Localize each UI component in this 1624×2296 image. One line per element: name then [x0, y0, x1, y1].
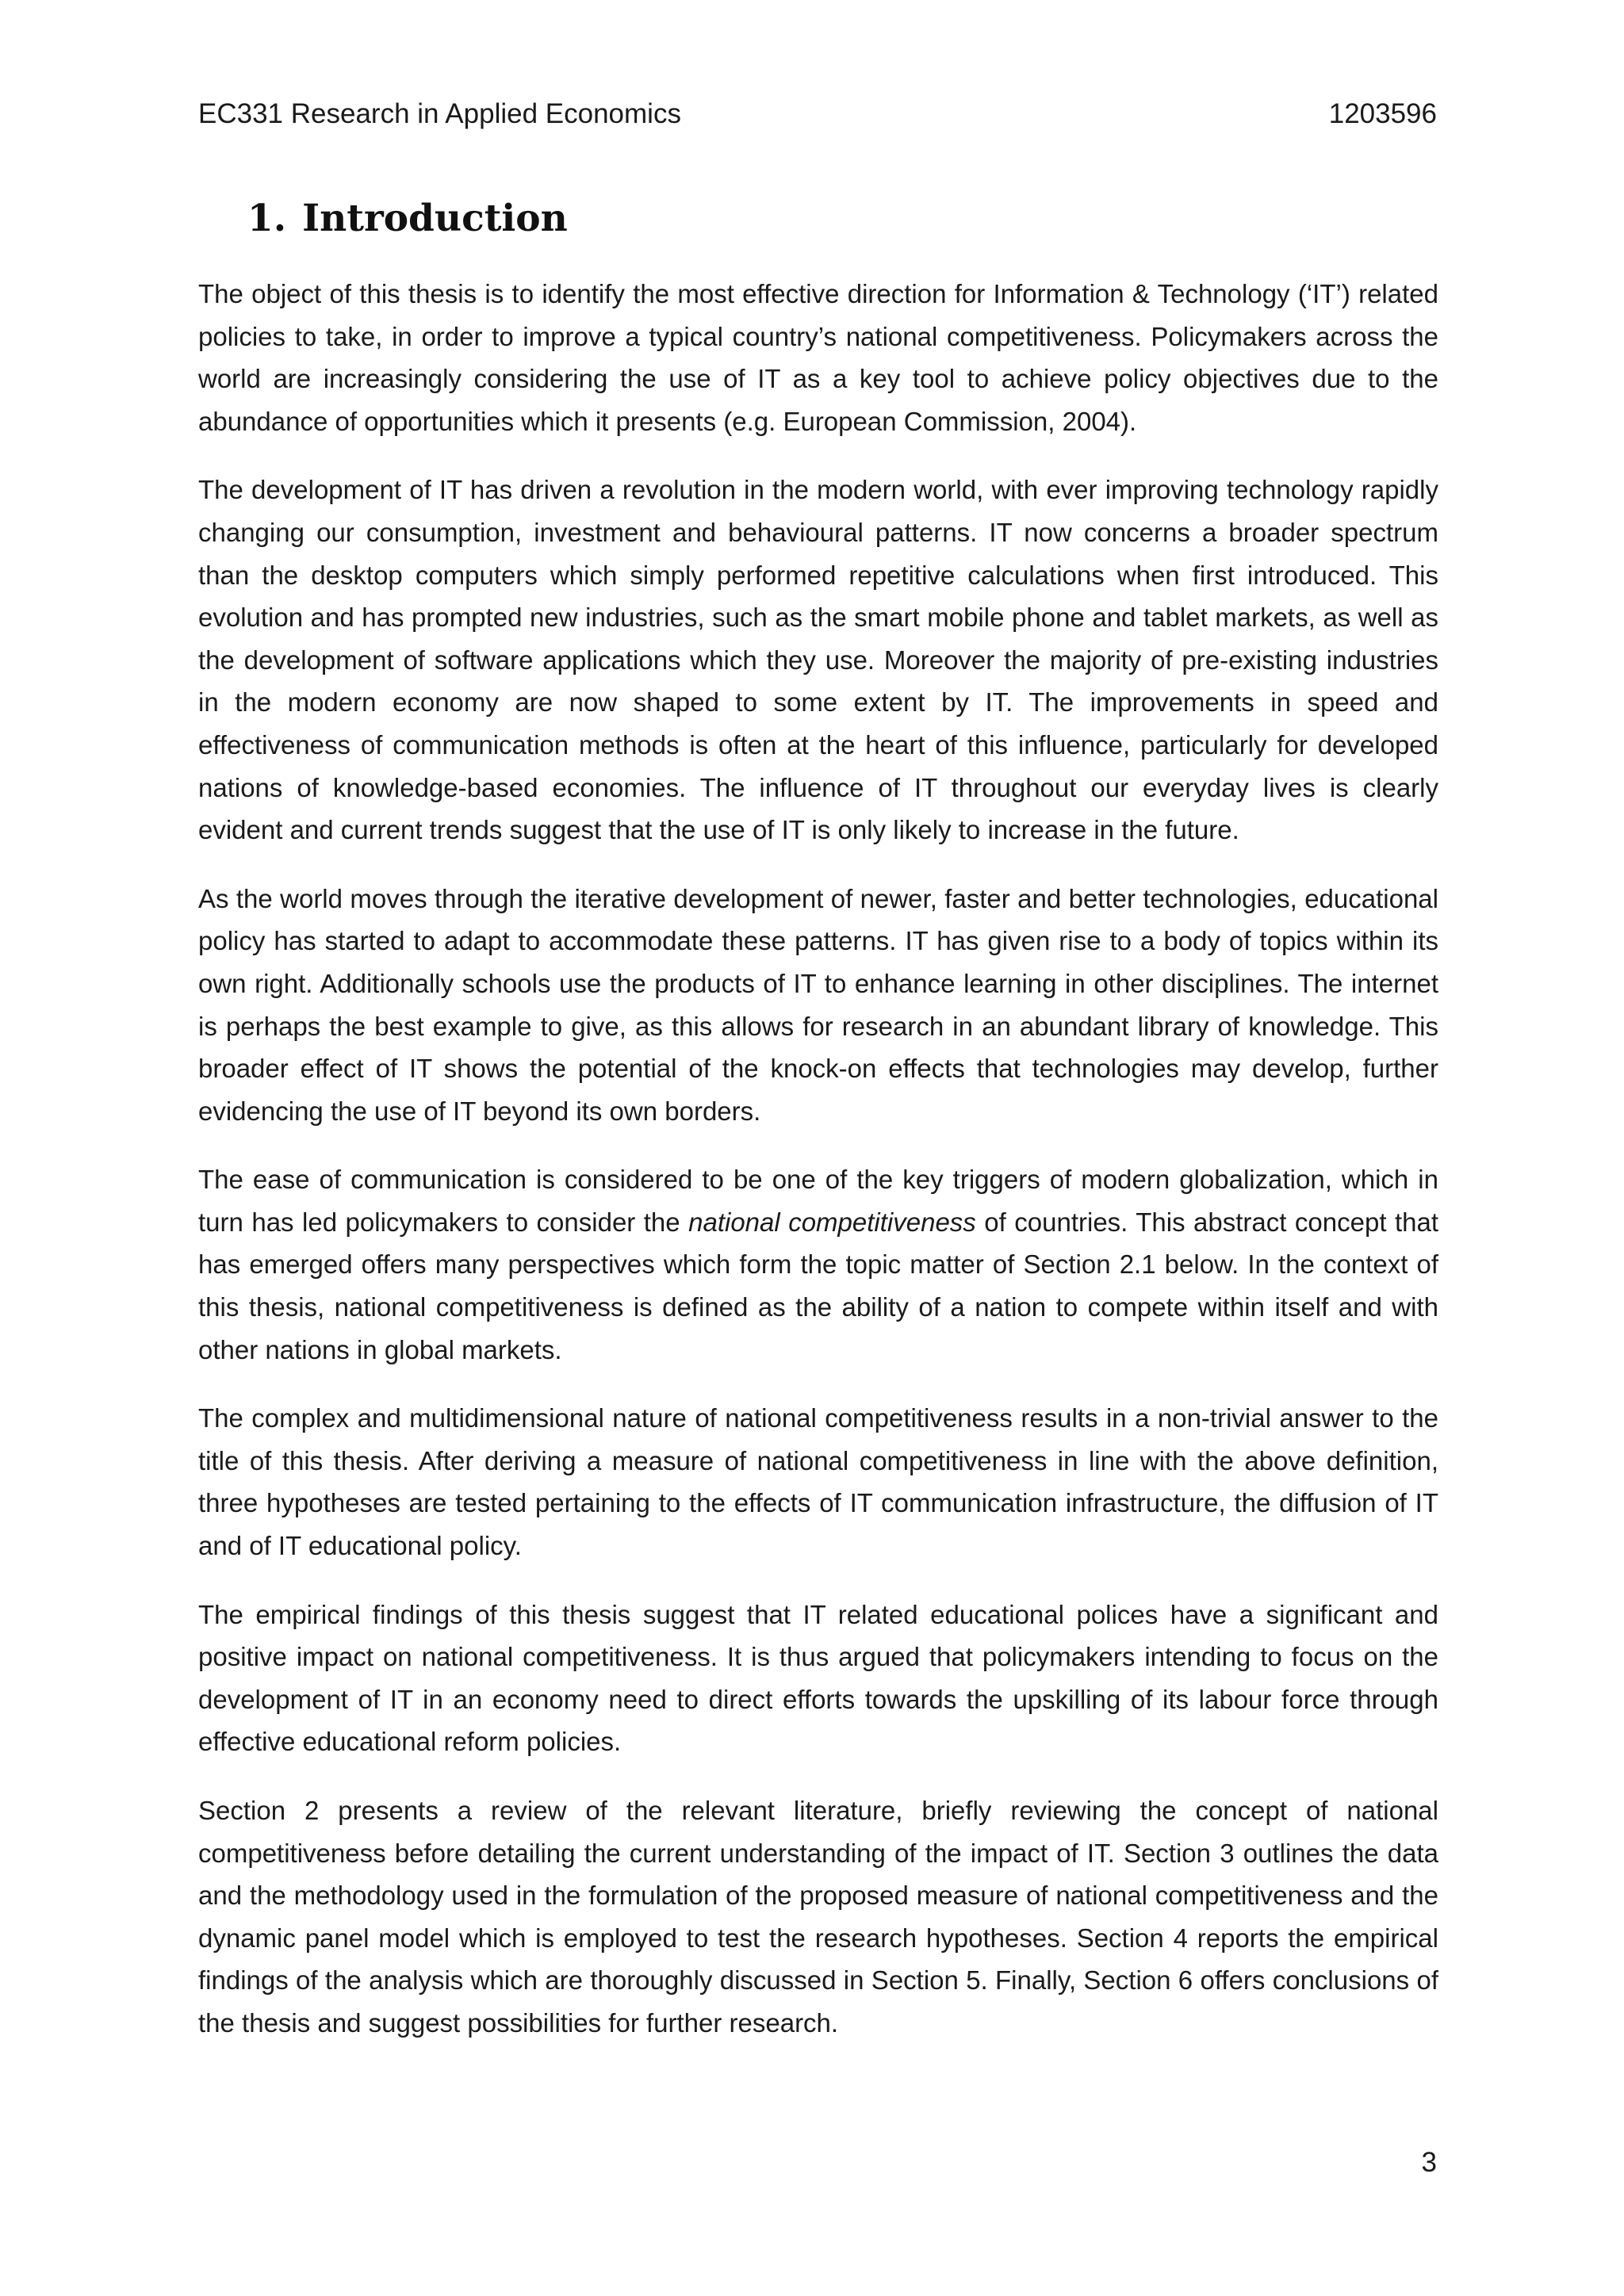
paragraph: The empirical findings of this thesis suggest that IT related educational polices have a significant and positive impact on national competitiveness. It is thus argued that policymakers intending to focus on the development of IT in an economy need to direct efforts towards the upskilling of its labour force through effective educational reform policies. [198, 1599, 1438, 1757]
paragraph: The development of IT has driven a revolution in the modern world, with ever improving technology rapidly changing our consumption, investment and behavioural patterns. IT now concerns a broader spectrum than the desktop computers which simply performed repetitive calculations when first introduced. This evolution and has prompted new industries, such as the smart mobile phone and tablet markets, as well as the development of software applications which they use. Moreover the majority of pre-existing industries in the modern economy are now shaped to some extent by IT. The improvements in speed and effectiveness of communication methods is often at the heart of this influence, particularly for developed nations of knowledge-based economies. The influence of IT throughout our everyday lives is clearly evident and current trends suggest that the use of IT is only likely to increase in the future. [198, 475, 1438, 845]
section-title-text: Introduction [302, 197, 568, 240]
header-student-id: 1203596 [1328, 98, 1437, 129]
page-number: 3 [1421, 2147, 1437, 2178]
paragraph-text: of countries. This abstract concept that has emerged offers many perspectives which form the topic matter of Section 2.1 below. In the context of this thesis, national competitiveness is defined as the ability of a nation to compete within itself and with other nations in global markets. [198, 1207, 1439, 1364]
paragraph: The complex and multidimensional nature of national competitiveness results in a non-trivial answer to the title of this thesis. After deriving a measure of national competitiveness in line with the above definition, three hypotheses are tested pertaining to the effects of IT communication infrastructure, the diffusion of IT and of IT educational policy. [198, 1403, 1438, 1561]
paragraph: The object of this thesis is to identify the most effective direction for Information & Technology (‘IT’) related policies to take, in order to improve a typical country’s national competitiveness. Policymakers across the world are increasingly considering the use of IT as a key tool to achieve policy objectives due to the abundance of opportunities which it presents (e.g. European Commission, 2004). [198, 279, 1438, 436]
section-number: 1. [247, 197, 287, 240]
emphasized-term: national competitiveness [688, 1207, 976, 1237]
paragraph-text: The ease of communication is considered to be one of the key triggers of modern globalization, which in turn has led policymakers to consider the [198, 1165, 1438, 1237]
section-heading [247, 193, 568, 245]
body-text [198, 273, 1438, 2071]
header-course-title: EC331 Research in Applied Economics [198, 98, 681, 129]
paragraph: As the world moves through the iterative development of newer, faster and better technologies, educational policy has started to adapt to accommodate these patterns. IT has given rise to a body of topics within its own right. Additionally schools use the products of IT to enhance learning in other disciplines. The internet is perhaps the best example to give, as this allows for research in an abundant library of knowledge. This broader effect of IT shows the potential of the knock-on effects that technologies may develop, further evidencing the use of IT beyond its own borders. [198, 883, 1438, 1126]
paragraph: Section 2 presents a review of the relevant literature, briefly reviewing the concept of national competitiveness before detailing the current understanding of the impact of IT. Section 3 outlines the data and the methodology used in the formulation of the proposed measure of national competitiveness and the dynamic panel model which is employed to test the research hypotheses. Section 4 reports the empirical findings of the analysis which are thoroughly discussed in Section 5. Finally, Section 6 offers conclusions of the thesis and suggest possibilities for further research. [198, 1796, 1438, 2038]
paragraph [198, 1158, 1438, 1371]
